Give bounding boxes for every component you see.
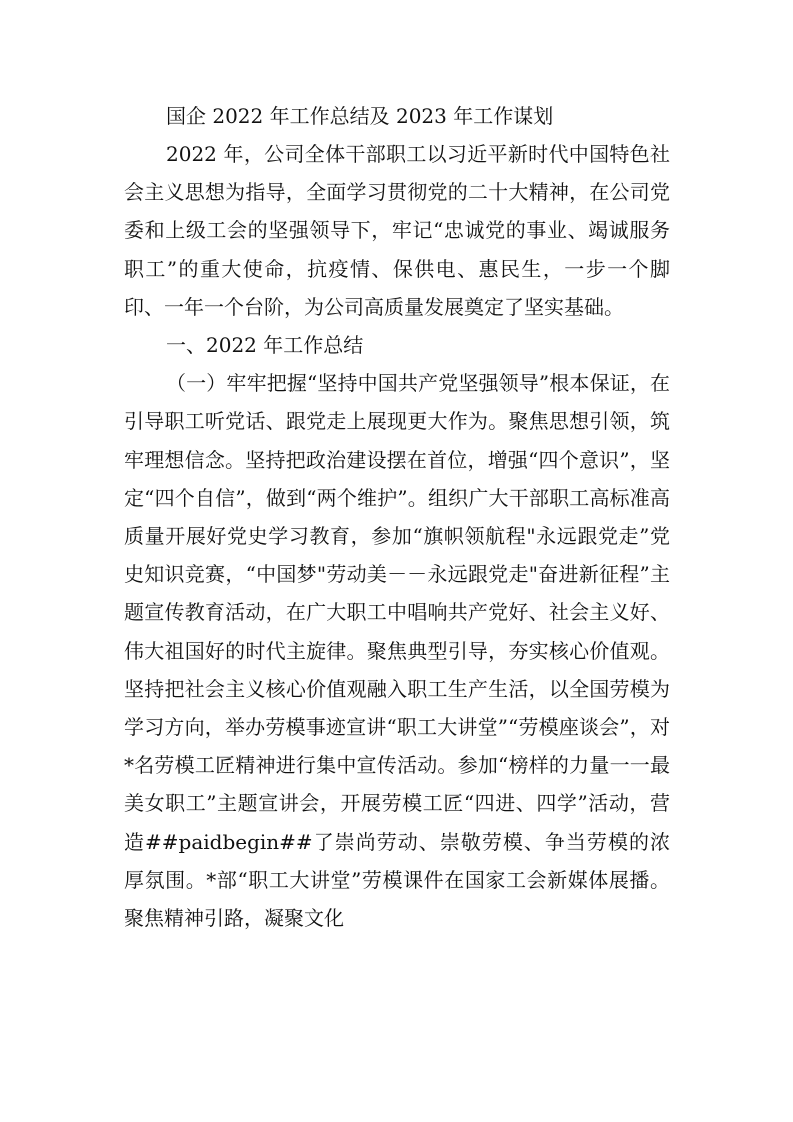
document-body (124, 97, 670, 937)
section-paragraph: （一）牢牢把握“坚持中国共产党坚强领导”根本保证，在引导职工听党话、跟党走上展现更大作为。聚焦思想引领，筑牢理想信念。坚持把政治建设摆在首位，增强“四个意识”，坚定“四个自信”，做到“两个维护”。组织广大干部职工高标准高质量开展好党史学习教育，参加“旗帜领航程"永远跟党走”党史知识竞赛，“中国梦"劳动美－－永远跟党走"奋进新征程”主题宣传教育活动，在广大职工中唱响共产党好、社会主义好、伟大祖国好的时代主旋律。聚焦典型引导，夯实核心价值观。坚持把社会主义核心价值观融入职工生产生活，以全国劳模为学习方向，举办劳模事迹宣讲“职工大讲堂”“劳模座谈会”，对*名劳模工匠精神进行集中宣传活动。参加“榜样的力量一一最美女职工”主题宣讲会，开展劳模工匠“四进、四学”活动，营造##paidbegin##了崇尚劳动、崇敬劳模、争当劳模的浓厚氛围。*部“职工大讲堂”劳模课件在国家工会新媒体展播。聚焦精神引路，凝聚文化 (124, 371, 670, 931)
document-title: 国企 2022 年工作总结及 2023 年工作谋划 (166, 104, 554, 128)
intro-paragraph: 2022 年，公司全体干部职工以习近平新时代中国特色社会主义思想为指导，全面学习贯彻党的二十大精神，在公司党委和上级工会的坚强领导下，牢记“忠诚党的事业、竭诚服务职工”的重大使命，抗疫情、保供电、惠民生，一步一个脚印、一年一个台阶，为公司高质量发展奠定了坚实基础。 (124, 142, 670, 319)
section-heading: 一、2022 年工作总结 (166, 333, 364, 358)
